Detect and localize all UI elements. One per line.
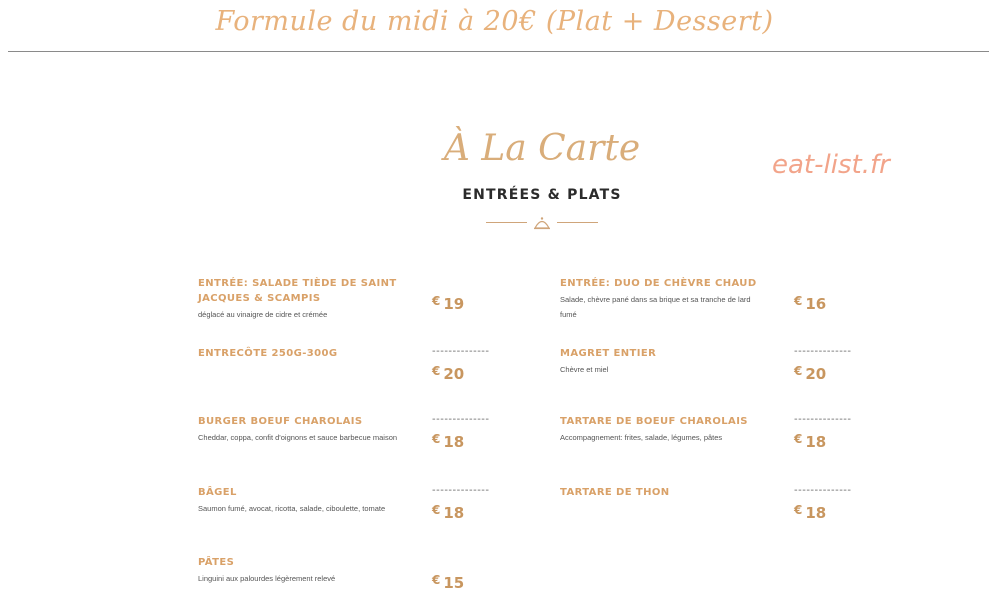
menu-item-price (794, 487, 852, 522)
menu-item-description: déglacé au vinaigre de cidre et crémée (198, 310, 328, 319)
lunch-formula-banner: Formule du midi à 20€ (Plat + Dessert) (215, 6, 774, 37)
price-value: 19 (443, 295, 465, 313)
currency-symbol: € (794, 432, 803, 446)
menu-item-name: BÂGEL (198, 487, 237, 498)
ornament-rule-right (557, 222, 598, 223)
menu-item (560, 414, 760, 445)
currency-symbol: € (432, 294, 441, 308)
price-dash: -------------- (432, 414, 490, 425)
menu-item (560, 485, 760, 501)
menu-item-price (794, 416, 852, 451)
header-divider (8, 51, 989, 52)
currency-symbol: € (794, 503, 803, 517)
menu-item-price (432, 348, 490, 383)
price-dash: -------------- (432, 346, 490, 357)
menu-title: À La Carte (443, 128, 641, 169)
menu-item-name: MAGRET ENTIER (560, 348, 657, 359)
menu-item-name: PÂTES (198, 557, 235, 568)
price-dash: -------------- (794, 485, 852, 496)
price-value: 20 (805, 365, 827, 383)
menu-item (198, 414, 398, 445)
menu-item-price (432, 278, 464, 313)
menu-item-price (432, 487, 490, 522)
menu-item-name: TARTARE DE BOEUF CHAROLAIS (560, 416, 748, 427)
price-dash: -------------- (794, 414, 852, 425)
menu-item (198, 485, 398, 516)
currency-symbol: € (432, 503, 441, 517)
menu-item-description: Linguini aux palourdes légèrement relevé (198, 574, 336, 583)
price-value: 18 (443, 433, 465, 451)
price-value: 20 (443, 365, 465, 383)
menu-item-price (432, 557, 464, 592)
price-value: 15 (443, 574, 465, 592)
menu-item (560, 276, 760, 322)
menu-item (198, 555, 398, 586)
price-dash: -------------- (794, 346, 852, 357)
menu-item-description: Chèvre et miel (560, 365, 609, 374)
menu-subtitle: ENTRÉES & PLATS (462, 187, 622, 203)
price-value: 16 (805, 295, 827, 313)
menu-item-price (794, 278, 826, 313)
menu-item-name: ENTRÉE: DUO DE CHÈVRE CHAUD (560, 278, 757, 289)
cloche-icon (533, 214, 551, 232)
menu-item-name: TARTARE DE THON (560, 487, 670, 498)
currency-symbol: € (432, 364, 441, 378)
menu-item (560, 346, 760, 377)
currency-symbol: € (432, 432, 441, 446)
menu-item-name: BURGER BOEUF CHAROLAIS (198, 416, 363, 427)
price-dash: -------------- (432, 485, 490, 496)
currency-symbol: € (794, 364, 803, 378)
menu-item-description: Salade, chèvre pané dans sa brique et sa tranche de lard fumé (560, 295, 751, 319)
menu-item-description: Saumon fumé, avocat, ricotta, salade, ciboulette, tomate (198, 504, 386, 513)
menu-item-name: ENTRÉE: SALADE TIÈDE DE SAINT JACQUES & SCAMPIS (198, 278, 397, 304)
price-value: 18 (805, 504, 827, 522)
menu-item-name: ENTRECÔTE 250G-300G (198, 348, 338, 359)
watermark: eat-list.fr (772, 150, 890, 180)
menu-item (198, 276, 398, 322)
price-value: 18 (443, 504, 465, 522)
menu-item-description: Accompagnement: frites, salade, légumes, pâtes (560, 433, 723, 442)
currency-symbol: € (432, 573, 441, 587)
menu-item-description: Cheddar, coppa, confit d'oignons et sauce barbecue maison (198, 433, 398, 442)
ornament-rule-left (486, 222, 527, 223)
menu-item-price (432, 416, 490, 451)
price-value: 18 (805, 433, 827, 451)
title-ornament (486, 212, 598, 234)
menu-item-price (794, 348, 852, 383)
currency-symbol: € (794, 294, 803, 308)
menu-item (198, 346, 398, 362)
